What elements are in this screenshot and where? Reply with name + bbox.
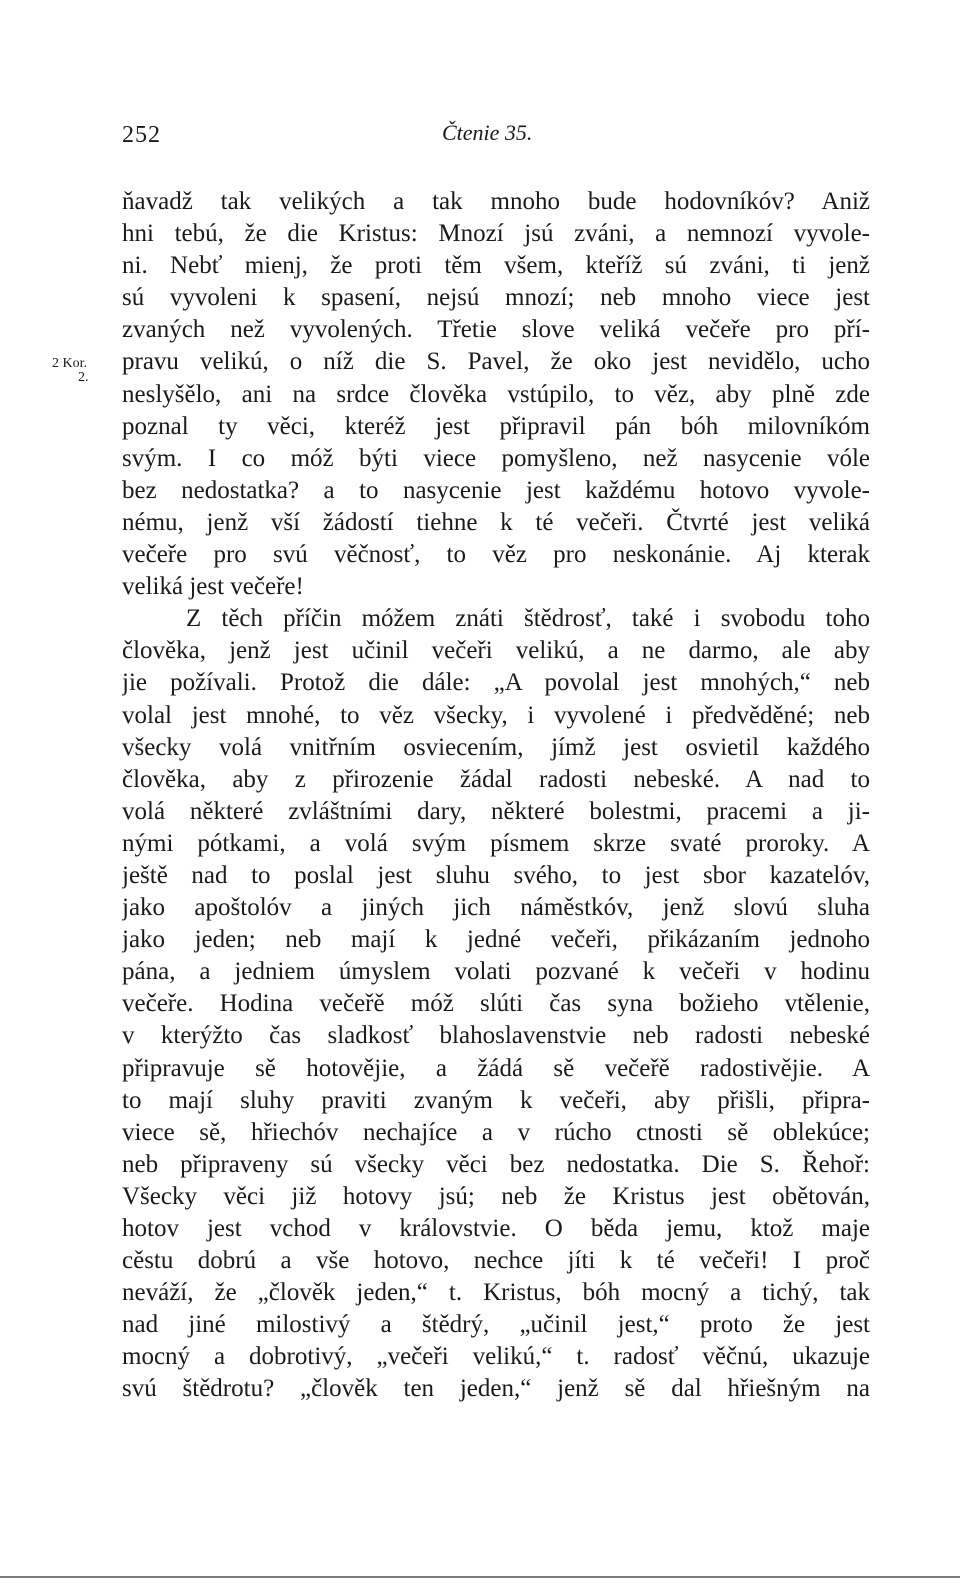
bottom-rule xyxy=(0,1576,960,1578)
text-line: nými pótkami, a volá svým písmem skrze svaté proroky. A xyxy=(122,829,870,857)
text-line: hni tebú, že die Kristus: Mnozí jsú zváni, a nemnozí vyvole- xyxy=(122,220,870,248)
text-line: neváží, že „člověk jeden,“ t. Kristus, bóh mocný a tichý, tak xyxy=(122,1279,870,1307)
text-line: cěstu dobrú a vše hotovo, nechce jíti k té večeři! I proč xyxy=(122,1247,870,1275)
text-line: jako apoštolóv a jiných jich náměstkóv, jenž slovú sluha xyxy=(122,894,870,922)
text-line: poznal ty věci, kteréž jest připravil pán bóh milovníkóm xyxy=(122,412,870,440)
text-line: sú vyvoleni k spasení, nejsú mnozí; neb mnoho viece jest xyxy=(122,284,870,312)
text-line: všecky volá vnitřním osviecením, jímž jest osvietil každého xyxy=(122,733,870,761)
text-line: jako jeden; neb mají k jedné večeři, přikázaním jednoho xyxy=(122,926,870,954)
text-line: člověka, jenž jest učinil večeři velikú, a ne darmo, ale aby xyxy=(122,637,870,665)
text-line: nému, jenž vší žádostí tiehne k té večeři. Čtvrté jest veliká xyxy=(122,508,870,536)
text-line: připravuje sě hotovějie, a žádá sě večeřě radostivějie. A xyxy=(122,1054,870,1082)
text-line: bez nedostatka? a to nasycenie jest každému hotovo vyvole- xyxy=(122,476,870,504)
text-line: hotov jest vchod v královstvie. O běda jemu, ktož maje xyxy=(122,1215,870,1242)
text-line: neb připraveny sú všecky věci bez nedostatka. Die S. Řehoř: xyxy=(122,1150,870,1178)
text-line: svú štědrotu? „člověk ten jeden,“ jenž sě dal hřiešným na xyxy=(122,1375,870,1403)
text-line: volal jest mnohé, to věz všecky, i vyvolené i předvěděné; neb xyxy=(122,701,870,729)
margin-reference-chapter: 2. xyxy=(78,370,89,385)
running-head: Čtenie 35. xyxy=(442,120,533,145)
margin-reference xyxy=(52,356,89,386)
text-line: večeře pro svú věčnosť, to věz pro neskonánie. Aj kterak xyxy=(122,541,870,569)
text-line-paragraph-start: Z těch příčin móžem znáti štědrosť, také i svobodu toho xyxy=(186,605,870,633)
page-number: 252 xyxy=(122,122,161,148)
text-line-paragraph-end: veliká jest večeře! xyxy=(122,573,304,601)
text-line: pravu velikú, o níž die S. Pavel, že oko jest nevidělo, ucho xyxy=(122,348,870,376)
text-line: neslyšělo, ani na srdce člověka vstúpilo, to věz, aby plně zde xyxy=(122,380,870,408)
margin-reference-book: 2 Kor. xyxy=(52,356,87,371)
body-text xyxy=(122,186,870,1406)
text-line: zvaných než vyvolených. Třetie slove veliká večeře pro pří- xyxy=(122,316,870,344)
text-line: mocný a dobrotivý, „večeři velikú,“ t. radosť věčnú, ukazuje xyxy=(122,1343,870,1371)
text-line: jie požívali. Protož die dále: „A povolal jest mnohých,“ neb xyxy=(122,669,870,697)
text-line: člověka, aby z přirozenie žádal radosti nebeské. A nad to xyxy=(122,765,870,793)
text-line: Všecky věci již hotovy jsú; neb že Kristus jest obětován, xyxy=(122,1182,870,1210)
text-line: svým. I co móž býti viece pomyšleno, než nasycenie vóle xyxy=(122,444,870,472)
text-line: ňavadž tak velikých a tak mnoho bude hodovníkóv? Aniž xyxy=(122,188,870,215)
text-line: v kterýžto čas sladkosť blahoslavenstvie neb radosti nebeské xyxy=(122,1022,870,1050)
text-line: ni. Nebť mienj, že proti těm všem, kteříž sú zváni, ti jenž xyxy=(122,252,870,280)
text-line: ještě nad to poslal jest sluhu svého, to jest sbor kazatelóv, xyxy=(122,861,870,889)
text-line: pána, a jedniem úmyslem volati pozvané k večeři v hodinu xyxy=(122,958,870,986)
text-line: volá některé zvláštními dary, některé bolestmi, pracemi a ji- xyxy=(122,797,870,825)
text-line: viece sě, hřiechóv nechajíce a v rúcho ctnosti sě oblekúce; xyxy=(122,1118,870,1146)
text-line: večeře. Hodina večeřě móž slúti čas syna božieho vtělenie, xyxy=(122,990,870,1018)
text-line: to mají sluhy praviti zvaným k večeři, aby přišli, připra- xyxy=(122,1086,870,1114)
text-line: nad jiné milostivý a štědrý, „učinil jest,“ proto že jest xyxy=(122,1311,870,1339)
